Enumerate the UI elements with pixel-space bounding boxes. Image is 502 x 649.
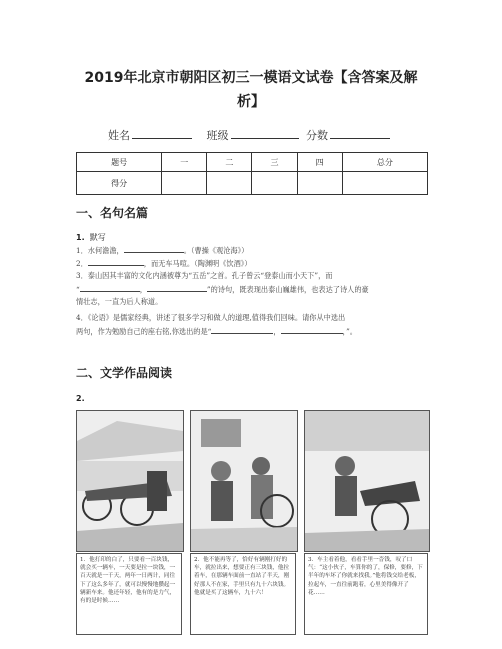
item-text: 两句，作为勉励自己的座右铭,你选出的是“ [76,327,212,336]
question-2 [76,394,85,403]
item-text: ”的诗句，既表现出泰山巍雄伟，也表达了诗人的豪 [206,285,369,294]
answer-blank[interactable] [88,257,144,266]
question-number: 1. [76,233,85,242]
score-header-cell: 四 [297,153,342,172]
student-info-row [0,127,502,143]
answer-blank[interactable] [124,244,184,253]
item-text: 4．《论语》是儒家经典，讲述了很多学习和做人的道理,值得我们回味。请你从中选出 [76,313,346,322]
score-header-cell: 三 [252,153,297,172]
item-text: ，”。 [342,327,357,336]
item-line-2 [76,257,436,269]
score-cell[interactable] [207,172,252,195]
comic-panel-3-illustration [304,410,430,552]
answer-blank[interactable] [80,283,140,292]
score-label: 分数 [306,129,328,142]
comic-panel-1-illustration [76,410,184,552]
score-cell[interactable] [297,172,342,195]
doc-title-line2: 析】 [237,94,265,110]
score-header-cell: 二 [207,153,252,172]
answer-blank[interactable] [211,325,273,334]
item-text: ， [139,285,147,294]
score-table-row [77,172,428,195]
comic-panel-2-illustration [190,410,298,552]
class-blank[interactable] [231,138,299,139]
item-line-6 [76,312,436,323]
score-cell[interactable] [252,172,297,195]
name-label: 姓名 [108,129,130,142]
question-prompt: 默写 [89,233,106,242]
item-text: ，而无车马喧。（陶渊明《饮酒》） [143,259,252,268]
shop-scene-icon [191,411,297,551]
question-1 [76,232,106,243]
score-table-header-row [77,153,428,172]
item-line-5 [76,296,436,307]
item-text: 2． [76,259,88,268]
item-text: ， [273,327,281,336]
section2-heading: 二、文学作品阅读 [76,366,173,380]
comic-caption-1: 1．他打印的白了，只要看一百块钱，就会买一辆车，一天要是拉一块钱，一百天就是一千天，两年一日两计，同往下了这么多年了，就可以慢慢地攒起一辆新车来。他还年轻，他有的是力气，有的是时候…… [76,553,182,635]
section1-heading: 一、名句名篇 [76,206,149,220]
answer-blank[interactable] [147,283,207,292]
item-text: 情壮志，一直为后人称道。 [76,297,163,306]
score-header-cell: 一 [162,153,207,172]
doc-title-line1: 2019年北京市朝阳区初三一模语文试卷【含答案及解 [84,70,418,86]
question-number: 2. [76,394,85,403]
item-line-1 [76,244,436,256]
score-header-cell: 题号 [77,153,162,172]
score-cell[interactable] [342,172,427,195]
doc-title [40,66,462,114]
score-table [76,152,428,195]
item-line-7 [76,325,436,337]
item-text: 3．泰山因其丰富的文化内涵被尊为“五岳”之首。孔子曾云“登泰山而小天下”，而 [76,271,333,280]
new-rickshaw-icon [305,411,429,551]
score-cell[interactable] [162,172,207,195]
answer-blank[interactable] [281,325,343,334]
item-line-3 [76,270,436,281]
class-label: 班级 [206,129,229,142]
score-blank[interactable] [330,138,390,139]
item-text: 1．水何澹澹， [76,246,124,255]
item-line-4 [76,283,436,295]
item-text: 。（曹操《观沧海》） [183,246,249,255]
item-text: “ [76,285,80,294]
score-row-label: 得分 [77,172,162,195]
rickshaw-street-icon [77,411,183,551]
score-header-cell: 总分 [342,153,427,172]
comic-caption-2: 2．他不能再等了，恰好有辆刚打好的车，就拉出来，想要正有三块钱，他拉着车，在那辆车面前一直站了半天，刚好那人不在家，手里只有九十六块钱。他就是买了这辆车，九十六！ [190,553,296,635]
comic-caption-3: 3．车主看着他，看看手里一沓钱，叹了口气：“这小伙子，车算你的了，保修，要修，下半年的车坏了你就来找我。”他将钱交给老板，拉起车，一直往前跑着，心里美得像开了花…… [304,553,428,635]
name-blank[interactable] [132,138,192,139]
